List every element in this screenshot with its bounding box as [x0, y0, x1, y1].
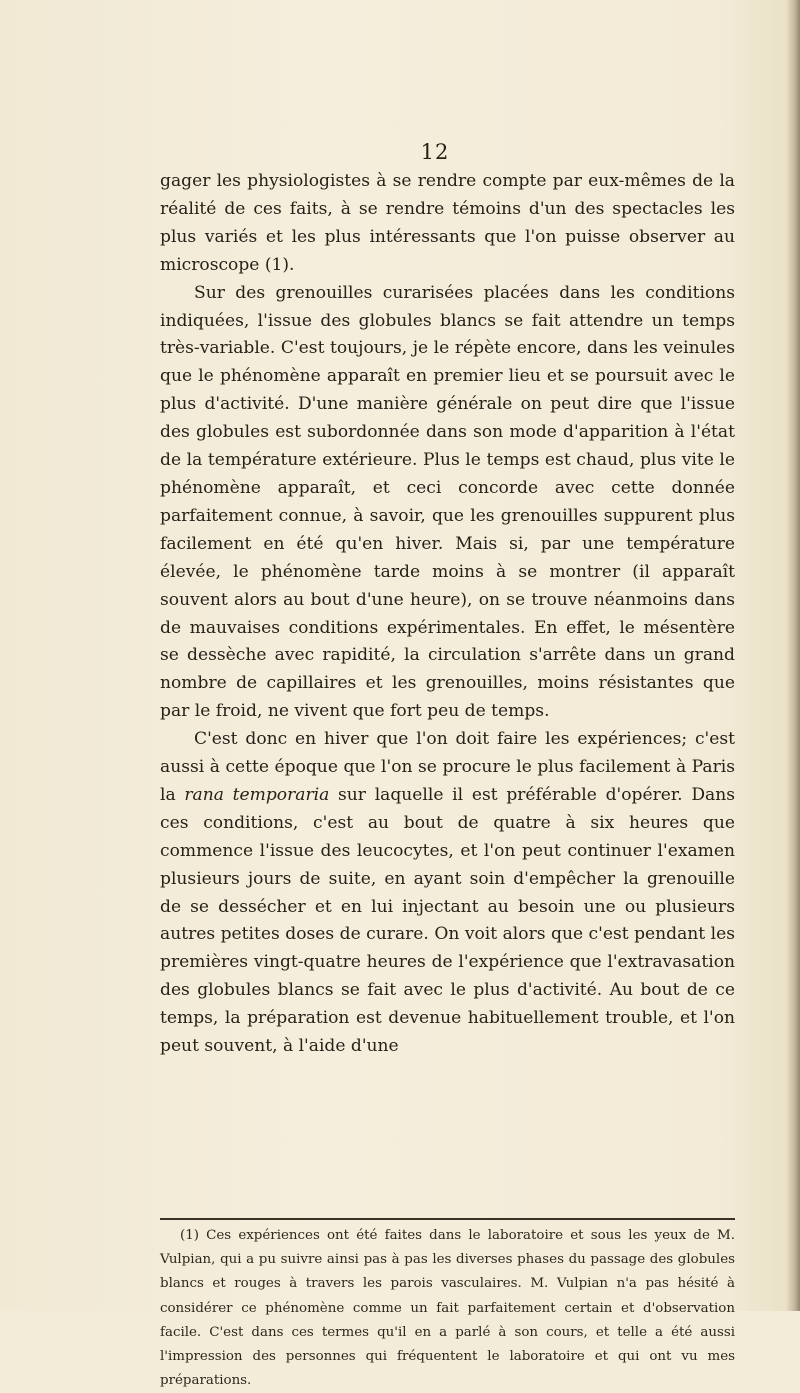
- footnote: (1) Ces expériences ont été faites dans le laboratoire et sous les yeux de M. Vulpian, qui a pu suivre ainsi pas à pas les diverses phases du passage des globules blancs et rouges à travers les parois vasculaires. M. Vulpian n'a pas hésité à considérer ce phénomène comme un fait parfaitement certain et d'observation facile. C'est dans ces termes qu'il en a parlé à son cours, et telle a été aussi l'impression des personnes qui fréquentent le laboratoire et qui ont vu mes préparations.: [160, 1228, 735, 1389]
- page-edge-shadow: [786, 0, 800, 1311]
- footnote-separator: [160, 1218, 735, 1220]
- paragraph-1-text: gager les physiologistes à se rendre compte par eux-mêmes de la réalité de ces faits, à se rendre témoins d'un des spectacles les plus variés et les plus intéressants que l'on puisse observer au microscope (1).: [160, 171, 735, 275]
- paragraph-3-text-end: sur laquelle il est préférable d'opérer. Dans ces conditions, c'est au bout de quatre à six heures que commence l'issue des leucocytes, et l'on peut continuer l'examen plusieurs jours de suite, en ayant soin d'empêcher la grenouille de se dessécher et en lui injectant au besoin une ou plusieurs autres petites doses de curare. On voit alors que c'est pendant les premières vingt-quatre heures de l'expérience que l'extravasation des globules blancs se fait avec le plus d'activité. Au bout de ce temps, la préparation est devenue habituellement trouble, et l'on peut souvent, à l'aide d'une: [160, 784, 735, 1057]
- page-number: 12: [420, 140, 450, 164]
- paragraph-3: [160, 726, 735, 1061]
- paragraph-3-text-start: C'est donc en hiver que l'on doit faire les expériences; c'est aussi à cette époque que l'on se procure le plus facilement à Paris la: [160, 729, 735, 805]
- species-name-italic: rana temporaria: [184, 784, 330, 805]
- paragraph-2: [160, 280, 735, 727]
- paragraph-1: [160, 168, 735, 280]
- paragraph-2-text: Sur des grenouilles curarisées placées dans les conditions indiquées, l'issue des globules blancs se fait attendre un temps très-variable. C'est toujours, je le répète encore, dans les veinules que le phénomène apparaît en premier lieu et se poursuit avec le plus d'activité. D'une manière générale on peut dire que l'issue des globules est subordonnée dans son mode d'apparition à l'état de la température extérieure. Plus le temps est chaud, plus vite le phénomène apparaît, et ceci concorde avec cette donnée parfaitement connue, à savoir, que les grenouilles suppurent plus facilement en été qu'en hiver. Mais si, par une température élevée, le phénomène tarde moins à se montrer (il apparaît souvent alors au bout d'une heure), on se trouve néanmoins dans de mauvaises conditions expérimentales. En effet, le mésentère se dessèche avec rapidité, la circulation s'arrête dans un grand nombre de capillaires et les grenouilles, moins résistantes que par le froid, ne vivent que fort peu de temps.: [160, 282, 735, 722]
- main-text: [160, 168, 735, 1061]
